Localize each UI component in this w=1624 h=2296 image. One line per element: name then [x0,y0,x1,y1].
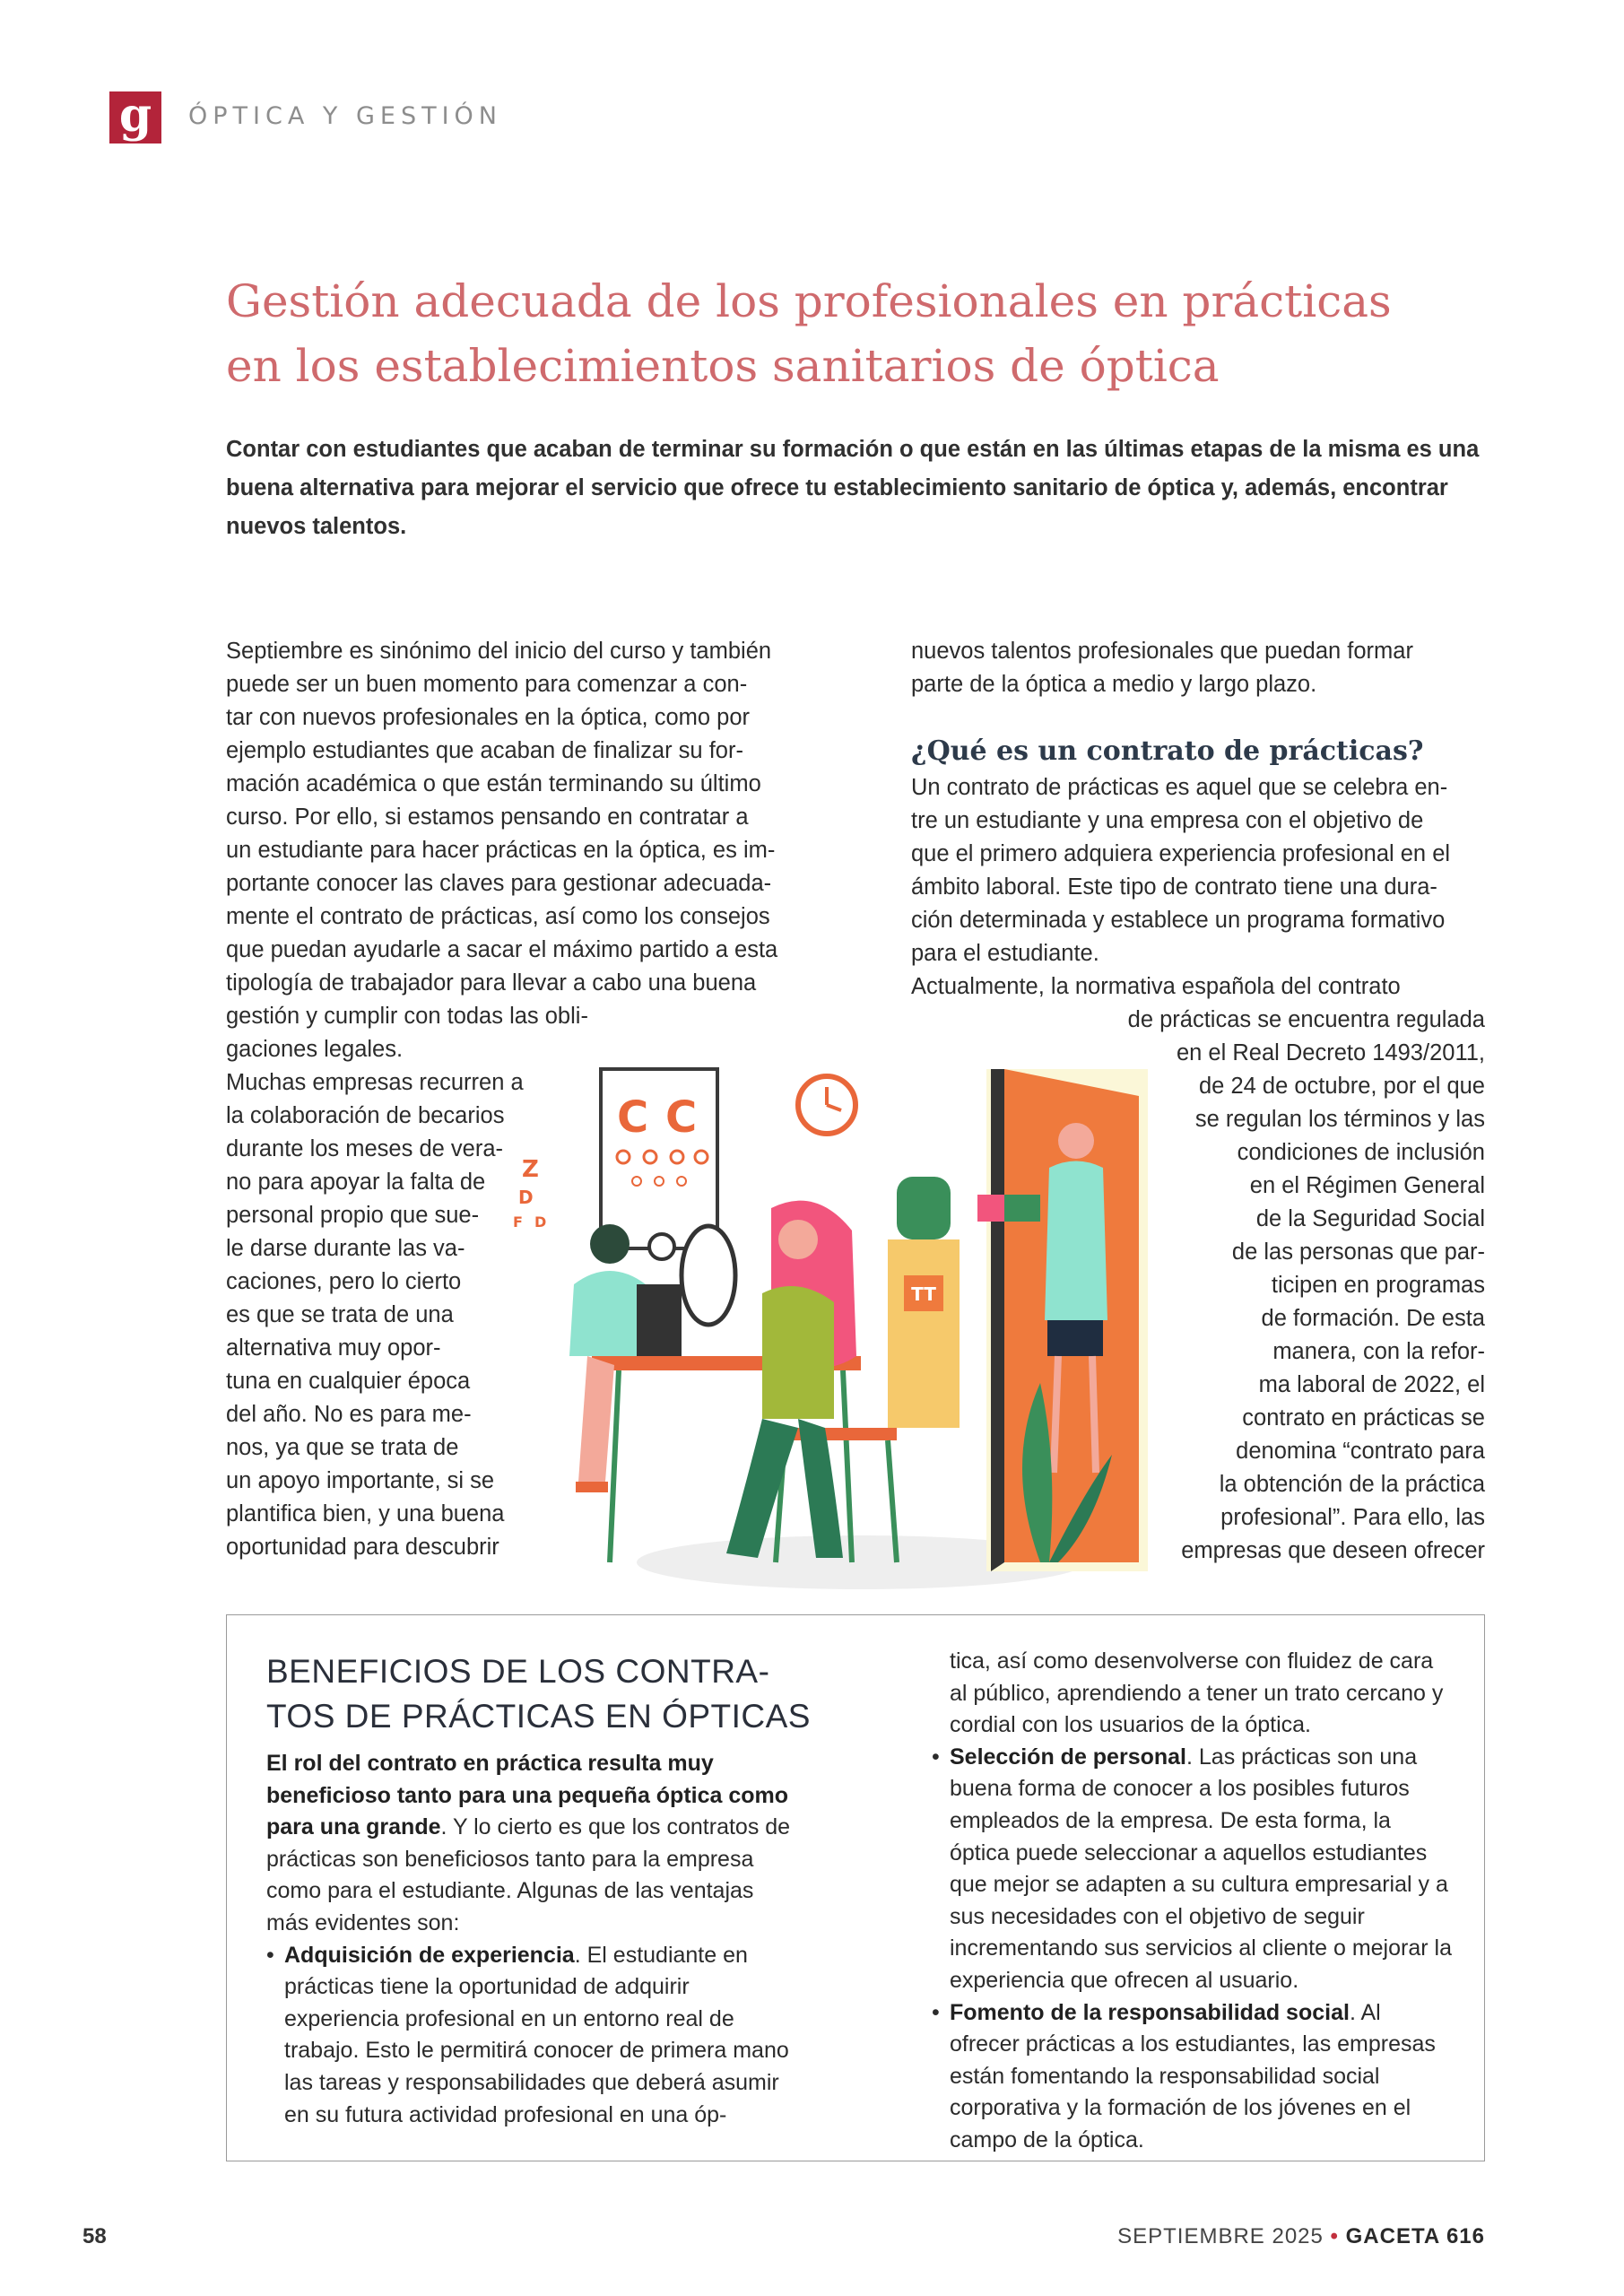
text-line: Un contrato de prácticas es aquel que se celebra en- [911,775,1448,800]
text-line: de la Seguridad Social [1255,1206,1485,1231]
text-line: tipología de trabajador para llevar a cabo una buena [226,970,757,996]
benefit-social-title: Fomento de la responsabilidad social [950,1999,1350,2025]
footer-separator: • [1330,2224,1339,2248]
text-line: caciones, pero lo cierto [226,1269,462,1294]
svg-text:g: g [118,91,152,143]
section-label: ÓPTICA Y GESTIÓN [188,102,502,130]
benefit-selection-text: . Las prácticas son una buena forma de conocer a los posibles futuros empleados de la empresa. De esta forma, la óptica puede seleccionar a aquellos estudiantes que mejor se adapten a su cultura empresarial y a sus necesidades con el objetivo de seguir incrementando sus servicios al cliente o mejorar la experiencia que ofrecen al usuario. [950,1744,1452,1993]
text-line: para el estudiante. [911,941,1099,966]
text-line: nos, ya que se trata de [226,1435,459,1460]
footer-issue [1117,2224,1485,2249]
text-line: condiciones de inclusión [1237,1140,1485,1165]
benefits-left-column [266,1649,811,2131]
optometry-illustration [502,1060,1202,1598]
text-line: de las personas que par- [1231,1239,1485,1265]
text-line: ción determinada y establece un programa formativo [911,908,1446,933]
bullet-icon: • [266,1942,274,1968]
gaceta-logo-icon [109,91,161,144]
text-line: de prácticas se encuentra regulada [1127,1007,1485,1032]
benefits-title-line-2: TOS DE PRÁCTICAS EN ÓPTICAS [266,1698,811,1735]
text-line: puede ser un buen momento para comenzar a con- [226,672,748,697]
text-line: un apoyo importante, si se [226,1468,495,1493]
text-line: nuevos talentos profesionales que puedan formar [911,639,1413,664]
svg-text:C: C [617,1092,649,1143]
benefits-right-column [932,1646,1452,2157]
text-line: que el primero adquiera experiencia profesional en el [911,841,1451,866]
text-line: portante conocer las claves para gestionar adecuada- [226,871,772,896]
text-line: de formación. De esta [1261,1306,1485,1331]
text-line: durante los meses de vera- [226,1136,503,1161]
text-line: tre un estudiante y una empresa con el objetivo de [911,808,1424,833]
svg-text:C: C [665,1092,698,1143]
text-line: profesional”. Para ello, las [1220,1505,1485,1530]
text-line: curso. Por ello, si estamos pensando en contratar a [226,804,749,830]
text-line: mación académica o que están terminando su último [226,771,761,796]
text-line: denomina “contrato para [1236,1439,1485,1464]
text-line: un estudiante para hacer prácticas en la óptica, es im- [226,838,776,863]
benefit-item-social [932,1997,1452,2157]
bullet-icon: • [932,1744,940,1770]
svg-text:D: D [518,1187,534,1208]
text-line: oportunidad para descubrir [226,1535,499,1560]
text-line: ámbito laboral. Este tipo de contrato tiene una dura- [911,874,1437,900]
svg-text:F: F [513,1213,523,1231]
text-line: gaciones legales. [226,1037,404,1062]
article-title [226,269,1463,398]
svg-text:D: D [534,1213,547,1231]
footer-magazine: GACETA 616 [1345,2224,1485,2248]
text-line: de 24 de octubre, por el que [1199,1074,1485,1099]
text-line: en el Real Decreto 1493/2011, [1176,1040,1485,1065]
benefit-experience-title: Adquisición de experiencia [284,1942,575,1968]
benefit-item-experience [266,1940,801,2132]
benefits-intro [266,1748,801,1940]
article-lead: Contar con estudiantes que acaban de terminar su formación o que están en las últimas etapas de la misma es una buena alternativa para mejorar el servicio que ofrece tu establecimiento sanitario de óptica y, además, encontrar nuevos talentos. [226,437,1480,539]
benefits-intro-bold: El rol del contrato en práctica resulta muy beneficioso tanto para una pequeña óptica como para una grande [266,1751,789,1840]
text-line: tuna en cualquier época [226,1369,471,1394]
footer-date: SEPTIEMBRE 2025 [1117,2224,1324,2248]
benefit-social-text: . Al ofrecer prácticas a los estudiantes, las empresas están fomentando la responsabilidad social corporativa y la formación de los jóvenes en el campo de la óptica. [950,1999,1436,2152]
benefits-intro-rest: . Y lo cierto es que los contratos de prácticas son beneficiosos tanto para la empresa como para el estudiante. Algunas de las ventajas más evidentes son: [266,1814,791,1935]
text-line: empresas que deseen ofrecer [1181,1538,1485,1563]
svg-text:Z: Z [522,1156,539,1183]
text-line: mente el contrato de prácticas, así como los consejos [226,904,770,929]
text-line: gestión y cumplir con todas las obli- [226,1004,588,1029]
text-line: manera, con la refor- [1272,1339,1485,1364]
text-line: Muchas empresas recurren a [226,1070,524,1095]
title-line-2: en los establecimientos sanitarios de óptica [226,340,1220,392]
text-line: Septiembre es sinónimo del inicio del curso y también [226,639,772,664]
text-line: contrato en prácticas se [1242,1405,1485,1431]
benefits-title-line-1: BENEFICIOS DE LOS CONTRA- [266,1653,770,1690]
text-line: ticipen en programas [1271,1273,1485,1298]
text-line: personal propio que sue- [226,1203,480,1228]
text-line: la colaboración de becarios [226,1103,505,1128]
right-column-intro [911,635,1485,701]
benefits-box [226,1614,1485,2161]
text-line: alternativa muy opor- [226,1335,441,1361]
text-line: en el Régimen General [1249,1173,1485,1198]
text-line: no para apoyar la falta de [226,1170,486,1195]
benefits-title [266,1649,811,1739]
benefit-experience-continued: tica, así como desenvolverse con fluidez de cara al público, aprendiendo a tener un trato cercano y cordial con los usuarios de la óptica. [950,1648,1444,1738]
text-line: se regulan los términos y las [1194,1107,1485,1132]
subheading: ¿Qué es un contrato de prácticas? [911,735,1424,767]
bullet-icon: • [932,1999,940,2025]
svg-text:TT: TT [911,1283,936,1305]
text-line: la obtención de la práctica [1219,1472,1485,1497]
benefit-item-selection [932,1742,1452,1997]
text-line: ejemplo estudiantes que acaban de finalizar su for- [226,738,743,763]
text-line: ma laboral de 2022, el [1258,1372,1485,1397]
benefit-selection-title: Selección de personal [950,1744,1186,1770]
text-line: del año. No es para me- [226,1402,472,1427]
text-line: Actualmente, la normativa española del contrato [911,974,1401,999]
text-line: tar con nuevos profesionales en la óptica, como por [226,705,751,730]
text-line: es que se trata de una [226,1302,454,1327]
page-number: 58 [83,2224,107,2248]
text-line: plantifica bien, y una buena [226,1501,505,1526]
text-line: que puedan ayudarle a sacar el máximo partido a esta [226,937,778,962]
text-line: le darse durante las va- [226,1236,465,1261]
title-line-1: Gestión adecuada de los profesionales en prácticas [226,275,1392,327]
text-line: parte de la óptica a medio y largo plazo. [911,672,1317,697]
benefit-experience-text: . El estudiante en prácticas tiene la oportunidad de adquirir experiencia profesional en un entorno real de trabajo. Esto le permitirá conocer de primera mano las tareas y responsabilidades que deberá asumir en su futura actividad profesional en una óp- [284,1942,789,2127]
